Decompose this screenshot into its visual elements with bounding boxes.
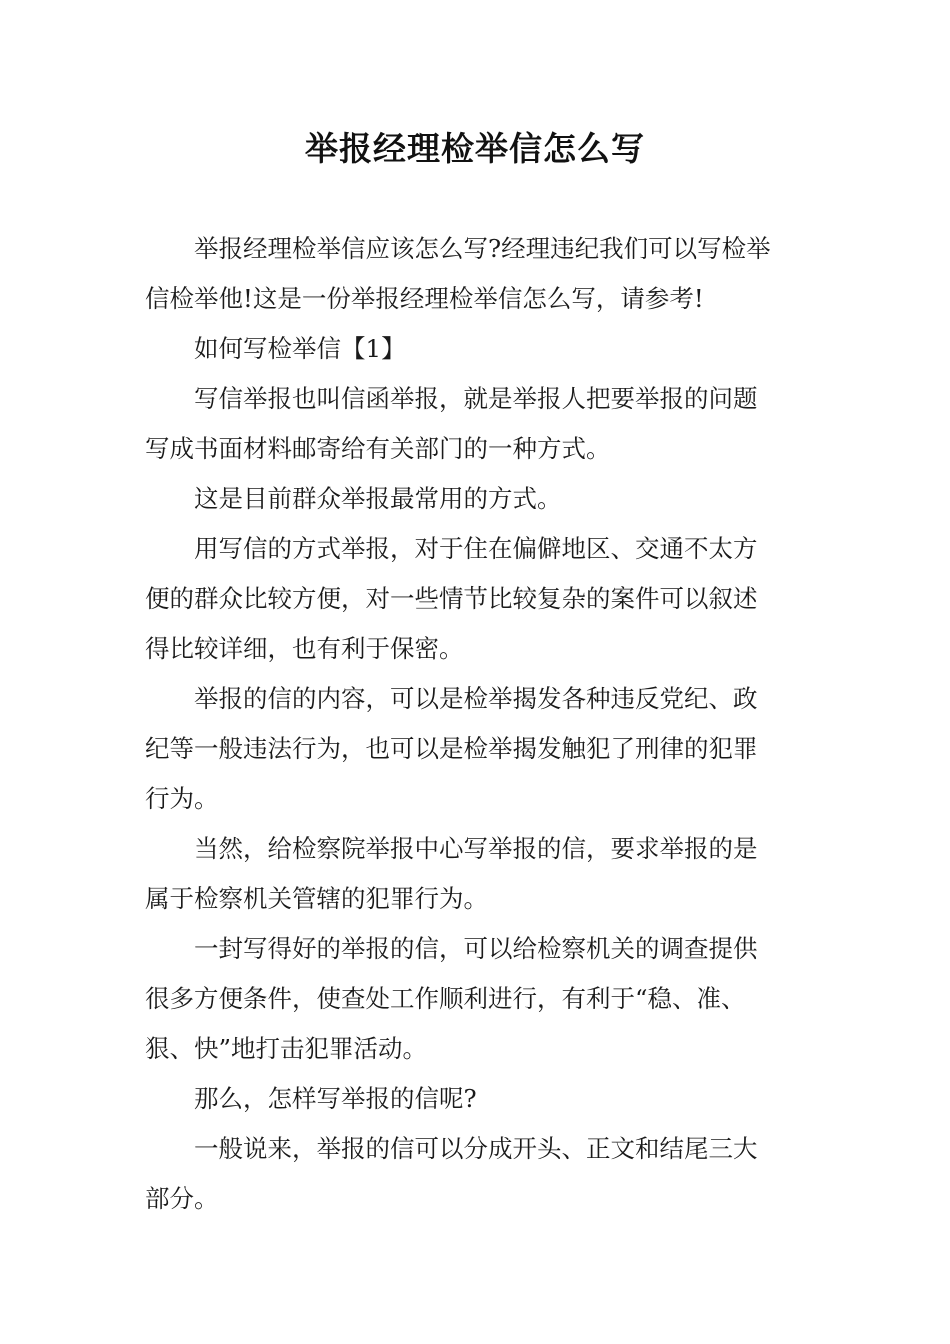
paragraph-section-heading: 如何写检举信【1】: [194, 334, 406, 363]
paragraph: 一般说来，举报的信可以分成开头、正文和结尾三大 部分。: [145, 1134, 758, 1213]
paragraph: 那么，怎样写举报的信呢?: [194, 1084, 477, 1113]
paragraph: 一封写得好的举报的信，可以给检察机关的调查提供 很多方便条件，使查处工作顺利进行，有利于“稳、准、 狠、快”地打击犯罪活动。: [145, 934, 758, 1063]
paragraph: 写信举报也叫信函举报，就是举报人把要举报的问题 写成书面材料邮寄给有关部门的一种方式。: [145, 384, 758, 463]
paragraph: 这是目前群众举报最常用的方式。: [194, 484, 562, 513]
document-body: [145, 224, 807, 1224]
paragraph: 举报的信的内容，可以是检举揭发各种违反党纪、政 纪等一般违法行为，也可以是检举揭发触犯了刑律的犯罪 行为。: [145, 684, 758, 813]
paragraph-intro: 举报经理检举信应该怎么写?经理违纪我们可以写检举 信检举他!这是一份举报经理检举信怎么写，请参考!: [145, 234, 771, 313]
paragraph: 用写信的方式举报，对于住在偏僻地区、交通不太方 便的群众比较方便，对一些情节比较复杂的案件可以叙述 得比较详细，也有利于保密。: [145, 534, 758, 663]
paragraph: 当然，给检察院举报中心写举报的信，要求举报的是 属于检察机关管辖的犯罪行为。: [145, 834, 758, 913]
document-title: 举报经理检举信怎么写: [305, 129, 645, 168]
